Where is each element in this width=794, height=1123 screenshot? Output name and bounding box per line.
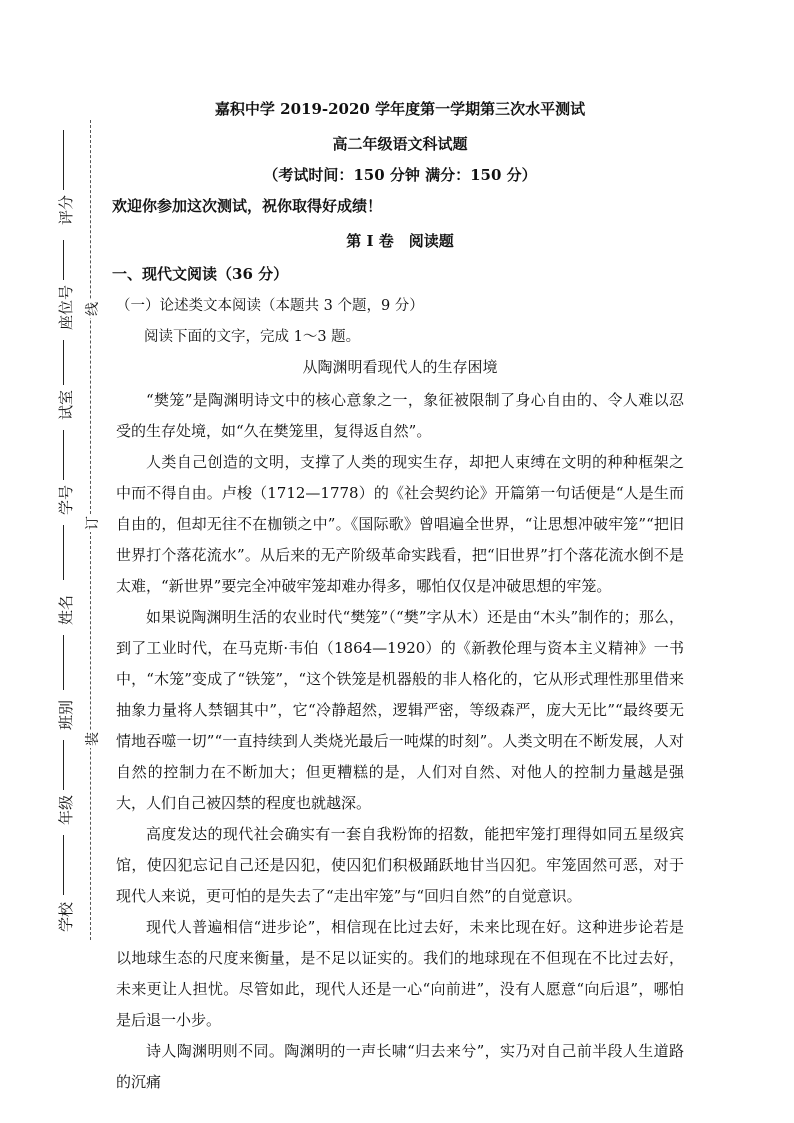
binding-margin: [0, 0, 110, 1123]
score-field-label: 评分: [57, 194, 75, 225]
article-paragraph: 人类自己创造的文明，支撑了人类的现实生存，却把人束缚在文明的种种框架之中而不得自由。卢梭（1712—1778）的《社会契约论》开篇第一句话便是“人是生而自由的，但却无往不在枷锁之中”。《国际歌》曾唱遍全世界，“让思想冲破牢笼”“把旧世界打个落花流水”。从后来的无产阶级革命实践看，把“旧世界”打个落花流水倒不是太难，“新世界”要完全冲破牢笼却难办得多，哪怕仅仅是冲破思想的牢笼。: [116, 453, 684, 595]
article-paragraph: 如果说陶渊明生活的农业时代“樊笼”（“樊”字从木）还是由“木头”制作的；那么，到了工业时代，在马克斯·韦伯（1864—1920）的《新教伦理与资本主义精神》一书中，“木笼”变成了“铁笼”，“这个铁笼是机器般的非人格化的，它从形式理性那里借来抽象力量将人禁锢其中”，它“冷静超然，逻辑严密，等级森严，庞大无比”“最终要无情地吞噬一切”“一直持续到人类烧光最后一吨煤的时刻”。人类文明在不断发展，人对自然的控制力在不断加大；但更糟糕的是，人们对自然、对他人的控制力量越是强大，人们自己被囚禁的程度也就越深。: [116, 608, 684, 812]
name-field-label: 姓名: [57, 594, 75, 625]
exam-title: 高二年级语文科试题: [332, 135, 468, 153]
room-line: [63, 340, 64, 385]
grade-field-label: 年级: [57, 794, 75, 825]
grade-line: [63, 740, 64, 790]
article-paragraph: 高度发达的现代社会确实有一套自我粉饰的招数，能把牢笼打理得如同五星级宾馆，使囚犯忘记自己还是囚犯，使囚犯们积极踊跃地甘当囚犯。牢笼固然可恶，对于现代人来说，更可怕的是失去了“走出牢笼”与“回归自然”的自觉意识。: [116, 825, 684, 905]
school-line: [63, 835, 64, 895]
article-paragraph: “樊笼”是陶渊明诗文中的核心意象之一，象征被限制了身心自由的、令人难以忍受的生存处境，如“久在樊笼里，复得返自然”。: [116, 391, 684, 440]
class-field-label: 班别: [57, 699, 75, 730]
seat-field-label: 座位号: [57, 284, 75, 330]
article-paragraph: 诗人陶渊明则不同。陶渊明的一声长啸“归去来兮”，实乃对自己前半段人生道路的沉痛: [116, 1042, 684, 1091]
name-line: [63, 525, 64, 580]
exam-info: （考试时间：150 分钟 满分：150 分）: [263, 166, 537, 184]
welcome-text: 欢迎你参加这次测试，祝你取得好成绩！: [112, 197, 383, 215]
cut-mark-bind: 订: [82, 514, 102, 532]
school-title: 嘉积中学 2019-2020 学年度第一学期第三次水平测试: [214, 100, 586, 118]
student-id-field-label: 学号: [57, 484, 75, 515]
subsection-heading: （一）论述类文本阅读（本题共 3 个题，9 分）: [116, 298, 424, 314]
school-field-label: 学校: [57, 901, 75, 932]
article-paragraph: 现代人普遍相信“进步论”，相信现在比过去好，未来比现在好。这种进步论若是以地球生态的尺度来衡量，是不足以证实的。我们的地球现在不但现在不比过去好，未来更让人担忧。尽管如此，现代人还是一心“向前进”，没有人愿意“向后退”，哪怕是后退一小步。: [116, 918, 684, 1029]
instruction-text: 阅读下面的文字，完成 1～3 题。: [144, 329, 361, 345]
room-field-label: 试室: [57, 389, 75, 420]
section-heading: 一、现代文阅读（36 分）: [112, 265, 289, 283]
id-line: [63, 430, 64, 480]
cut-mark-line: 线: [82, 300, 102, 318]
part-heading: 第 I 卷 阅读题: [346, 232, 454, 250]
cut-mark-install: 装: [82, 730, 102, 748]
seat-line: [63, 240, 64, 280]
article-title: 从陶渊明看现代人的生存困境: [302, 358, 498, 376]
score-line: [63, 130, 64, 190]
class-line: [63, 635, 64, 690]
exam-content: [112, 98, 684, 1098]
